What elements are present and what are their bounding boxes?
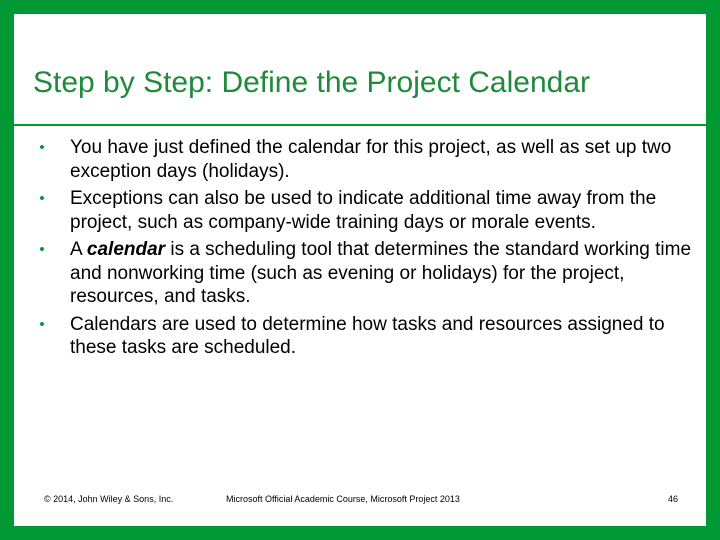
title-divider	[14, 124, 706, 126]
bullet-item-3	[34, 238, 694, 309]
bullet-list	[34, 136, 694, 364]
bullet-item-1	[34, 136, 694, 183]
footer-copyright: © 2014, John Wiley & Sons, Inc.	[44, 494, 174, 504]
bullet-text: Calendars are used to determine how tasks and resources assigned to these tasks are scheduled.	[70, 313, 665, 358]
bullet-text-after: is a scheduling tool that determines the standard working time and nonworking time (such as evening or holidays) for the project, resources, and tasks.	[70, 239, 692, 307]
bullet-text: You have just defined the calendar for this project, as well as set up two exception days (holidays).	[70, 137, 672, 182]
slide-title: Step by Step: Define the Project Calendar	[33, 66, 590, 99]
footer-course: Microsoft Official Academic Course, Microsoft Project 2013	[226, 494, 460, 504]
footer-page-number: 46	[667, 494, 678, 504]
bullet-text: Exceptions can also be used to indicate additional time away from the project, such as company-wide training days or morale events.	[70, 188, 657, 233]
bullet-icon: •	[39, 139, 45, 156]
bullet-icon: •	[39, 315, 45, 333]
bullet-text-before: A	[70, 239, 87, 260]
emphasized-term: calendar	[86, 239, 166, 260]
bullet-item-4	[34, 313, 694, 360]
bullet-icon: •	[39, 190, 45, 207]
bullet-icon: •	[39, 241, 45, 258]
bullet-item-2	[34, 187, 694, 234]
